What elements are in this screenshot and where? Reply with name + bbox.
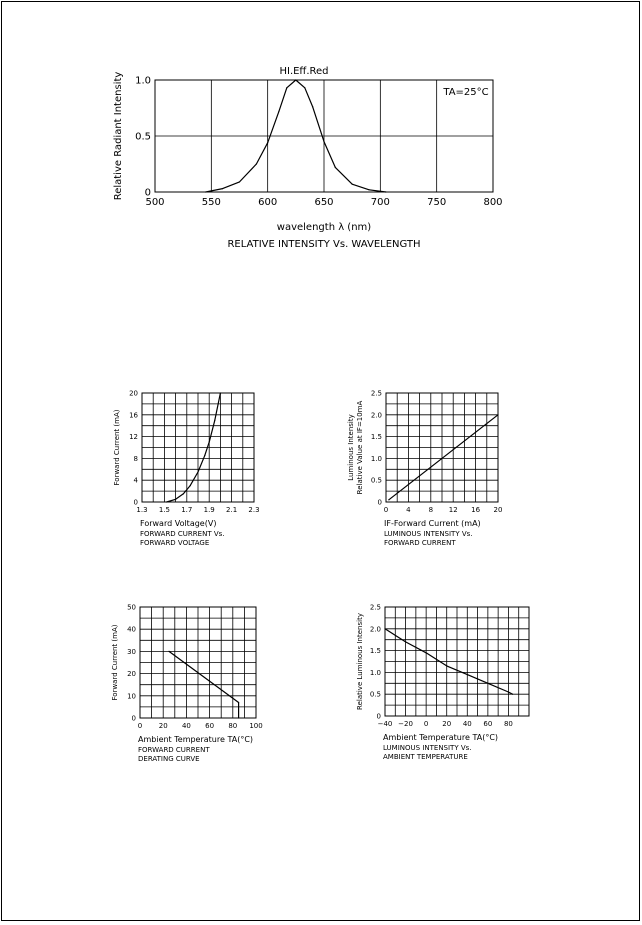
data-point [508, 691, 509, 692]
x-tick-label: 1.5 [158, 506, 170, 514]
y-tick-label: 10 [127, 692, 136, 701]
data-point [238, 717, 239, 718]
y-axis-label-line: Relative Value at IF=10mA [356, 400, 364, 495]
x-axis-label: Ambient Temperature TA(°C) [138, 735, 254, 744]
data-point [256, 163, 257, 164]
x-axis-label: Ambient Temperature TA(°C) [383, 733, 499, 742]
chart-5 [356, 603, 529, 761]
chart-4 [111, 603, 263, 763]
x-tick-label: 80 [228, 722, 238, 730]
x-axis-label: Forward Voltage(V) [140, 519, 217, 528]
chart-3 [347, 389, 502, 547]
y-tick-label: 2.0 [370, 411, 382, 420]
y-tick-label: 20 [129, 389, 138, 398]
x-tick-label: 16 [471, 506, 481, 514]
x-tick-label: 750 [427, 197, 447, 208]
x-tick-label: 0 [423, 720, 429, 728]
data-point [497, 414, 498, 415]
chart-title-line: AMBIENT TEMPERATURE [383, 753, 468, 761]
chart-title-line: DERATING CURVE [138, 755, 200, 763]
y-tick-label: 1.0 [135, 75, 151, 87]
x-tick-label: 8 [428, 506, 434, 514]
x-tick-label: 20 [442, 720, 452, 728]
data-point [384, 628, 385, 629]
x-tick-label: 1.9 [203, 506, 215, 514]
chart-title-line: FORWARD CURRENT [384, 539, 456, 547]
data-point [222, 188, 223, 189]
x-tick-label: 600 [258, 197, 278, 208]
y-tick-label: 0 [376, 712, 381, 721]
chart-title-line: LUMINOUS INTENSITY Vs. [383, 744, 472, 752]
y-tick-label: 0.5 [135, 131, 151, 143]
chart-title-line: FORWARD CURRENT Vs. [140, 530, 225, 538]
y-tick-label: 0 [133, 498, 138, 507]
data-point [197, 471, 198, 472]
data-point [175, 499, 176, 500]
data-point [487, 683, 488, 684]
x-tick-label: 1.7 [181, 506, 193, 514]
temperature-annotation: TA=25°C [443, 87, 489, 98]
chart-1 [113, 66, 503, 250]
y-tick-label: 12 [129, 433, 138, 442]
data-point [368, 189, 369, 190]
x-axis-label: IF-Forward Current (mA) [384, 519, 481, 528]
y-axis-label: Forward Current (mA) [111, 624, 119, 701]
y-tick-label: 0 [131, 714, 136, 723]
y-tick-label: 16 [129, 411, 138, 420]
data-point [278, 111, 279, 112]
chart-2 [113, 389, 260, 547]
data-point [190, 485, 191, 486]
chart-title: RELATIVE INTENSITY Vs. WAVELENGTH [227, 239, 421, 250]
x-tick-label: 40 [462, 720, 472, 728]
y-axis-label: Relative Luminous Intensity [356, 613, 364, 710]
x-tick-label: 550 [201, 197, 221, 208]
x-tick-label: 60 [205, 722, 215, 730]
data-point [220, 392, 221, 393]
x-tick-label: 0 [137, 722, 143, 730]
y-tick-label: 0 [144, 187, 151, 199]
x-tick-label: 20 [158, 722, 168, 730]
x-tick-label: 800 [483, 197, 503, 208]
y-tick-label: 0.5 [369, 690, 381, 699]
x-tick-label: 500 [145, 197, 165, 208]
y-tick-label: 1.0 [369, 668, 381, 677]
data-point [467, 674, 468, 675]
y-tick-label: 2.0 [369, 625, 381, 634]
y-tick-label: 1.5 [370, 433, 382, 442]
data-point [209, 441, 210, 442]
y-tick-label: 50 [127, 603, 136, 612]
data-point [295, 79, 296, 80]
x-tick-label: 4 [406, 506, 411, 514]
y-tick-label: 8 [133, 454, 138, 463]
y-axis-label-line: Luminous Intensity [347, 414, 355, 481]
data-point [512, 694, 513, 695]
data-point [388, 499, 389, 500]
x-tick-label: 80 [503, 720, 513, 728]
y-tick-label: 0 [377, 498, 382, 507]
x-tick-label: 700 [370, 197, 390, 208]
data-point [204, 455, 205, 456]
y-tick-label: 2.5 [369, 603, 381, 612]
data-point [312, 106, 313, 107]
data-point [335, 167, 336, 168]
data-point [426, 652, 427, 653]
data-point [323, 141, 324, 142]
chart-title-line: LUMINOUS INTENSITY Vs. [384, 530, 473, 538]
x-tick-label: 60 [483, 720, 493, 728]
data-point [214, 420, 215, 421]
chart-title-line: FORWARD VOLTAGE [140, 539, 210, 547]
y-tick-label: 1.0 [370, 454, 382, 463]
series-line [389, 415, 498, 500]
x-axis-label: wavelength λ (nm) [276, 222, 372, 233]
chart-title-line: FORWARD CURRENT [138, 746, 210, 754]
data-point [238, 702, 239, 703]
data-point [183, 493, 184, 494]
x-tick-label: 40 [181, 722, 191, 730]
data-point [168, 651, 169, 652]
y-tick-label: 0.5 [370, 476, 382, 485]
data-point [166, 501, 167, 502]
x-tick-label: 20 [493, 506, 503, 514]
data-point [304, 87, 305, 88]
y-tick-label: 40 [127, 625, 136, 634]
data-point [286, 87, 287, 88]
x-tick-label: 650 [314, 197, 334, 208]
x-tick-label: 1.3 [136, 506, 148, 514]
x-tick-label: 2.1 [226, 506, 238, 514]
y-tick-label: 20 [127, 670, 136, 679]
x-tick-label: 12 [448, 506, 458, 514]
x-tick-label: 0 [383, 506, 389, 514]
x-tick-label: 100 [249, 722, 263, 730]
series-label: HI.Eff.Red [279, 66, 329, 77]
x-tick-label: 2.3 [248, 506, 260, 514]
data-point [205, 191, 206, 192]
x-tick-label: −40 [377, 720, 393, 728]
y-tick-label: 2.5 [370, 389, 382, 398]
y-axis-label: Forward Current (mA) [113, 409, 121, 486]
y-tick-label: 4 [133, 476, 138, 485]
data-point [446, 665, 447, 666]
y-axis-label: Relative Radiant Intensity [113, 71, 124, 201]
data-point [239, 181, 240, 182]
y-tick-label: 30 [127, 647, 136, 656]
data-point [405, 641, 406, 642]
data-point [267, 142, 268, 143]
y-tick-label: 1.5 [369, 647, 381, 656]
x-tick-label: −20 [398, 720, 413, 728]
data-point [352, 184, 353, 185]
data-point [385, 191, 386, 192]
